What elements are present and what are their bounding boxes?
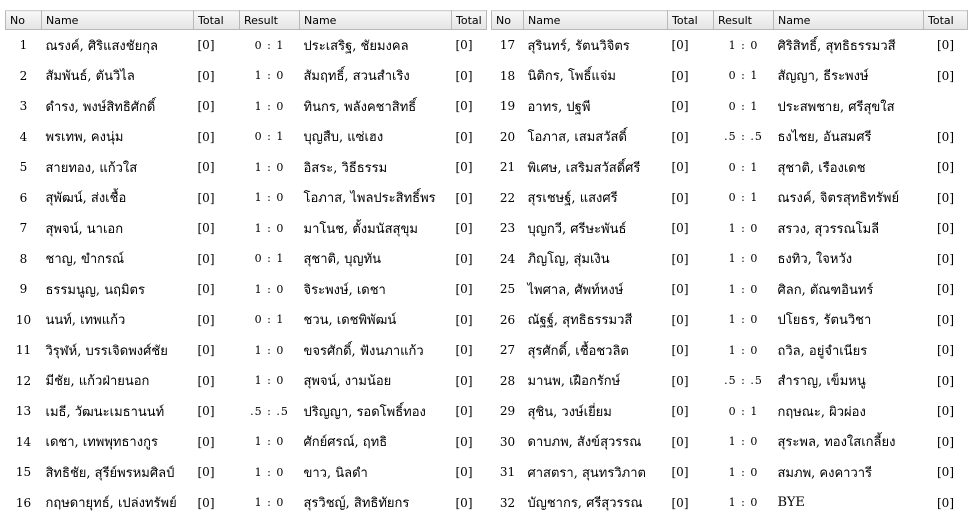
opponent-total: [0] — [937, 312, 954, 327]
column-header-total-opponent[interactable]: Total — [924, 11, 968, 30]
opponent-total: [0] — [937, 282, 954, 297]
player-total: [0] — [671, 434, 689, 449]
player-total: [0] — [671, 160, 689, 175]
player-name: ดาบภพ, สังข์สุวรรณ — [527, 435, 642, 451]
table-row[interactable] — [6, 365, 487, 395]
column-header-result[interactable]: Result — [240, 11, 300, 30]
player-total: [0] — [197, 160, 215, 175]
opponent-total: [0] — [455, 68, 473, 83]
player-total: [0] — [671, 373, 689, 388]
game-result: 1 : 0 — [728, 313, 759, 327]
opponent-total: [0] — [455, 160, 473, 175]
player-total: [0] — [197, 282, 215, 297]
player-total: [0] — [197, 343, 215, 358]
player-total: [0] — [671, 343, 689, 358]
player-total: [0] — [671, 221, 689, 236]
row-number: 2 — [19, 68, 28, 83]
row-number: 7 — [19, 221, 28, 236]
pairings-table-right — [491, 10, 968, 518]
player-total: [0] — [197, 404, 215, 419]
opponent-total: [0] — [455, 404, 473, 419]
column-header-name-opponent[interactable]: Name — [774, 11, 924, 30]
table-row[interactable] — [492, 457, 968, 487]
opponent-total: [0] — [455, 129, 473, 144]
opponent-total: [0] — [455, 465, 473, 480]
player-name: ภิญโญ, สุ่มเงิน — [527, 252, 610, 268]
row-number: 12 — [15, 373, 32, 388]
column-header-result[interactable]: Result — [714, 11, 774, 30]
game-result: 1 : 0 — [254, 99, 285, 113]
row-number: 16 — [15, 495, 32, 510]
player-name: มานพ, เฝือกรักษ์ — [527, 374, 621, 390]
table-row[interactable] — [492, 152, 968, 182]
opponent-total: [0] — [455, 373, 473, 388]
player-name: เดชา, เทพพุทธางกูร — [45, 435, 158, 451]
opponent-name: ธงทิว, ใจหวัง — [777, 252, 853, 268]
opponent-total: [0] — [937, 221, 954, 236]
game-result: 1 : 0 — [254, 282, 285, 296]
table-row[interactable] — [492, 213, 968, 243]
player-total: [0] — [671, 495, 689, 510]
opponent-total: [0] — [455, 282, 473, 297]
opponent-total: [0] — [455, 38, 473, 53]
opponent-name: ศิลก, ตัณฑอินทร์ — [777, 282, 874, 298]
table-row[interactable] — [6, 30, 487, 61]
game-result: 1 : 0 — [728, 435, 759, 449]
table-row[interactable] — [6, 396, 487, 426]
player-total: [0] — [671, 68, 689, 83]
opponent-total: [0] — [937, 465, 954, 480]
row-number: 3 — [19, 99, 28, 114]
player-name: สิทธิชัย, สุรีย์พรหมศิลป์ — [45, 465, 175, 481]
game-result: 1 : 0 — [254, 465, 285, 479]
player-total: [0] — [197, 373, 215, 388]
player-name: อาทร, ปฐพี — [527, 99, 591, 115]
player-total: [0] — [671, 38, 689, 53]
player-name: บัญชากร, ศรีสุวรรณ — [527, 496, 643, 512]
row-number: 29 — [499, 404, 516, 419]
table-row[interactable] — [6, 426, 487, 456]
player-name: ธรรมนูญ, นฤมิตร — [45, 282, 145, 298]
row-number: 4 — [19, 129, 28, 144]
opponent-name: สัมฤทธิ์, สวนสำเริง — [303, 69, 410, 85]
player-total: [0] — [197, 38, 215, 53]
player-name: ไพศาล, ศัพท์หงษ์ — [527, 282, 624, 298]
opponent-name: ปริญญา, รอดโพธิ์ทอง — [303, 404, 426, 420]
game-result: 0 : 1 — [728, 69, 759, 83]
row-number: 20 — [499, 129, 516, 144]
table-row[interactable] — [6, 182, 487, 212]
table-row[interactable] — [6, 243, 487, 273]
player-total: [0] — [671, 465, 689, 480]
opponent-name: ศิริสิทธิ์, สุทธิธรรมวสี — [777, 38, 896, 54]
player-total: [0] — [671, 99, 689, 114]
game-result: .5 : .5 — [724, 374, 763, 388]
column-header-name-opponent[interactable]: Name — [300, 11, 452, 30]
opponent-name: สุชาติ, บุญทัน — [303, 252, 382, 268]
game-result: 1 : 0 — [728, 282, 759, 296]
opponent-total: [0] — [937, 68, 954, 83]
table-row[interactable] — [492, 487, 968, 518]
table-row[interactable] — [6, 335, 487, 365]
game-result: 0 : 1 — [728, 99, 759, 113]
game-result: 1 : 0 — [254, 191, 285, 205]
row-number: 17 — [499, 38, 516, 53]
row-number: 15 — [15, 465, 32, 480]
row-number: 30 — [499, 434, 516, 449]
game-result: .5 : .5 — [250, 404, 289, 418]
player-name: บุญกวี, ศรีษะพันธ์ — [527, 221, 627, 237]
row-number: 13 — [15, 404, 32, 419]
table-row[interactable] — [6, 152, 487, 182]
player-name: มีชัย, แก้วฝ่ายนอก — [45, 374, 150, 390]
column-header-no[interactable]: No — [6, 11, 42, 30]
opponent-name: สรวง, สุวรรณโมลี — [777, 221, 880, 237]
opponent-total: [0] — [455, 343, 473, 358]
player-name: สุชิน, วงษ์เยี่ยม — [527, 404, 612, 420]
table-row[interactable] — [492, 426, 968, 456]
player-name: โอภาส, เสมสวัสดิ์ — [527, 130, 627, 146]
table-row[interactable] — [492, 335, 968, 365]
opponent-name: สัญญา, ธีระพงษ์ — [777, 69, 869, 85]
player-name: สายทอง, แก้วใส — [45, 160, 138, 176]
player-name: วิรุฬห์, บรรเจิดพงศ์ชัย — [45, 343, 168, 359]
player-name: สัมพันธ์, ตันวิไล — [45, 69, 135, 85]
row-number: 26 — [499, 312, 516, 327]
row-number: 22 — [499, 190, 516, 205]
game-result: 1 : 0 — [254, 160, 285, 174]
player-total: [0] — [671, 129, 689, 144]
player-total: [0] — [671, 282, 689, 297]
pairings-body-left — [6, 30, 487, 519]
opponent-name: จิระพงษ์, เดชา — [303, 282, 386, 298]
opponent-name: โอภาส, ไพลประสิทธิ์พร — [303, 191, 436, 207]
opponent-name: มาโนช, ตั้งมนัสสุขุม — [303, 221, 418, 237]
opponent-name: ขาว, นิลดำ — [303, 465, 368, 481]
row-number: 10 — [15, 312, 32, 327]
row-number: 1 — [19, 38, 28, 53]
opponent-total: [0] — [937, 160, 954, 175]
column-header-name[interactable]: Name — [524, 11, 668, 30]
header-row — [6, 11, 487, 30]
opponent-name: ปโยธร, รัตนวิชา — [777, 313, 872, 329]
opponent-total: [0] — [455, 190, 473, 205]
opponent-name: BYE — [777, 495, 805, 511]
player-total: [0] — [671, 190, 689, 205]
player-total: [0] — [197, 465, 215, 480]
game-result: 0 : 1 — [254, 38, 285, 52]
game-result: 1 : 0 — [254, 343, 285, 357]
opponent-name: ประสพชาย, ศรีสุขใส — [777, 99, 895, 115]
opponent-total: [0] — [937, 38, 954, 53]
player-total: [0] — [671, 312, 689, 327]
opponent-name: ณรงค์, จิตรสุทธิทรัพย์ — [777, 191, 900, 207]
row-number: 21 — [499, 160, 516, 175]
pairings-body-right — [492, 30, 968, 519]
opponent-name: สุชาติ, เรืองเดช — [777, 160, 866, 176]
player-total: [0] — [197, 99, 215, 114]
player-name: สุรเชษฐ์, แสงศรี — [527, 191, 618, 207]
row-number: 31 — [499, 465, 516, 480]
row-number: 24 — [499, 251, 516, 266]
game-result: 1 : 0 — [254, 374, 285, 388]
player-name: ศาสตรา, สุนทรวิภาต — [527, 465, 646, 481]
game-result: 0 : 1 — [254, 252, 285, 266]
opponent-name: สมภพ, คงคาวารี — [777, 465, 873, 481]
game-result: 0 : 1 — [728, 191, 759, 205]
opponent-total: [0] — [937, 495, 954, 510]
row-number: 11 — [15, 343, 32, 358]
player-total: [0] — [197, 434, 215, 449]
table-row[interactable] — [6, 91, 487, 121]
table-row[interactable] — [6, 487, 487, 518]
opponent-name: ขจรศักดิ์, ฟังนภาแก้ว — [303, 343, 424, 359]
table-row[interactable] — [492, 304, 968, 334]
opponent-name: สุพจน์, งามน้อย — [303, 374, 392, 390]
opponent-total: [0] — [937, 129, 954, 144]
opponent-total: [0] — [455, 312, 473, 327]
row-number: 27 — [499, 343, 516, 358]
game-result: 1 : 0 — [728, 465, 759, 479]
opponent-name: บุญสืบ, แซ่เฮง — [303, 130, 384, 146]
game-result: 1 : 0 — [728, 343, 759, 357]
table-row[interactable] — [492, 274, 968, 304]
table-row[interactable] — [6, 274, 487, 304]
game-result: 1 : 0 — [254, 221, 285, 235]
game-result: 0 : 1 — [728, 404, 759, 418]
player-name: กฤษดายุทธ์, เปล่งทรัพย์ — [45, 496, 177, 512]
player-name: พรเทพ, คงนุ่ม — [45, 130, 124, 146]
game-result: 1 : 0 — [728, 38, 759, 52]
row-number: 9 — [19, 282, 28, 297]
row-number: 5 — [19, 160, 28, 175]
row-number: 19 — [499, 99, 516, 114]
column-header-total[interactable]: Total — [194, 11, 240, 30]
game-result: 1 : 0 — [728, 496, 759, 510]
opponent-total: [0] — [937, 404, 954, 419]
table-row[interactable] — [492, 121, 968, 151]
opponent-name: ทินกร, พลังคชาสิทธิ์ — [303, 99, 417, 115]
table-row[interactable] — [492, 396, 968, 426]
game-result: 1 : 0 — [254, 69, 285, 83]
opponent-total: [0] — [455, 99, 473, 114]
opponent-total: [0] — [455, 434, 473, 449]
opponent-name: สุรวิชญ์, สิทธิทัยกร — [303, 496, 410, 512]
column-header-total-opponent[interactable]: Total — [452, 11, 487, 30]
player-total: [0] — [197, 190, 215, 205]
opponent-total: [0] — [455, 221, 473, 236]
player-name: สุรินทร์, รัตนวิจิตร — [527, 38, 630, 54]
player-total: [0] — [197, 312, 215, 327]
column-header-name[interactable]: Name — [42, 11, 194, 30]
table-row[interactable] — [492, 30, 968, 61]
opponent-name: ธงไชย, อันสมศรี — [777, 130, 872, 146]
game-result: 1 : 0 — [254, 435, 285, 449]
opponent-name: กฤษณะ, ผิวผ่อง — [777, 404, 866, 420]
row-number: 32 — [499, 495, 516, 510]
player-name: นนท์, เทพแก้ว — [45, 313, 126, 329]
table-row[interactable] — [6, 213, 487, 243]
row-number: 14 — [15, 434, 32, 449]
player-name: ดำรง, พงษ์สิทธิศักดิ์ — [45, 99, 156, 115]
game-result: 1 : 0 — [728, 252, 759, 266]
table-row[interactable] — [6, 121, 487, 151]
table-row[interactable] — [492, 91, 968, 121]
opponent-name: ถวิล, อยู่จำเนียร — [777, 343, 868, 359]
player-total: [0] — [671, 404, 689, 419]
player-name: สุรศักดิ์, เชื้อชวลิต — [527, 343, 629, 359]
row-number: 28 — [499, 373, 516, 388]
opponent-name: ประเสริฐ, ชัยมงคล — [303, 38, 409, 54]
game-result: .5 : .5 — [724, 130, 763, 144]
opponent-name: ศักย์ศรณ์, ฤทธิ — [303, 435, 388, 451]
player-total: [0] — [197, 68, 215, 83]
opponent-total: [0] — [937, 251, 954, 266]
header-row — [492, 11, 968, 30]
player-name: สุพัฒน์, ส่งเชื้อ — [45, 191, 127, 207]
table-row[interactable] — [6, 61, 487, 91]
table-row[interactable] — [6, 457, 487, 487]
player-total: [0] — [197, 495, 215, 510]
player-name: เมธี, วัฒนะเมธานนท์ — [45, 404, 165, 420]
opponent-total: [0] — [937, 343, 954, 358]
table-row[interactable] — [492, 182, 968, 212]
table-row[interactable] — [492, 365, 968, 395]
player-name: ชาญ, ขำกรณ์ — [45, 252, 125, 268]
opponent-total: [0] — [937, 373, 954, 388]
opponent-name: สุระพล, ทองใสเกลี้ยง — [777, 435, 896, 451]
row-number: 6 — [19, 190, 28, 205]
opponent-name: สำราญ, เข็มหนู — [777, 374, 866, 390]
game-result: 1 : 0 — [728, 221, 759, 235]
opponent-total: [0] — [455, 251, 473, 266]
player-name: สุพจน์, นาเอก — [45, 221, 124, 237]
column-header-no[interactable]: No — [492, 11, 524, 30]
opponent-total: [0] — [455, 495, 473, 510]
table-row[interactable] — [492, 61, 968, 91]
player-total: [0] — [197, 129, 215, 144]
table-row[interactable] — [6, 304, 487, 334]
game-result: 0 : 1 — [254, 313, 285, 327]
game-result: 0 : 1 — [728, 160, 759, 174]
player-name: ณัฐฐ์, สุทธิธรรมวสี — [527, 313, 633, 329]
opponent-total: [0] — [937, 434, 954, 449]
opponent-name: อิสระ, วิธีธรรม — [303, 160, 388, 176]
opponent-total: [0] — [937, 190, 954, 205]
player-total: [0] — [197, 251, 215, 266]
row-number: 18 — [499, 68, 516, 83]
game-result: 0 : 1 — [254, 130, 285, 144]
row-number: 25 — [499, 282, 516, 297]
row-number: 8 — [19, 251, 28, 266]
player-name: นิติกร, โพธิ์แจ่ม — [527, 69, 616, 85]
player-name: ณรงค์, ศิริแสงชัยกุล — [45, 38, 159, 54]
player-name: พิเศษ, เสริมสวัสดิ์ศรี — [527, 160, 641, 176]
opponent-total — [924, 91, 968, 121]
opponent-name: ชวน, เดชพิพัฒน์ — [303, 313, 397, 329]
row-number: 23 — [499, 221, 516, 236]
player-total: [0] — [671, 251, 689, 266]
column-header-total[interactable]: Total — [668, 11, 714, 30]
table-row[interactable] — [492, 243, 968, 273]
player-total: [0] — [197, 221, 215, 236]
game-result: 1 : 0 — [254, 496, 285, 510]
pairings-table-left — [5, 10, 487, 518]
